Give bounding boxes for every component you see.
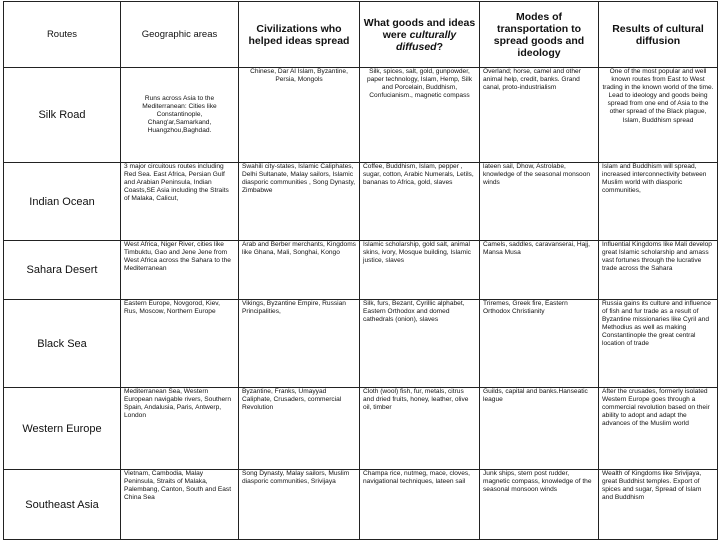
goods-cell: Cloth (wool) fish, fur, metals, citrus and dried fruits, honey, leather, olive oil, timber (360, 388, 480, 470)
route-silk-road: Silk Road (4, 68, 121, 163)
route-indian-ocean: Indian Ocean (4, 163, 121, 241)
results-cell: Islam and Buddhism will spread, increased interconnectivity between Muslim world with diasporic communities, (599, 163, 718, 241)
transport-cell: Guilds, capital and banks.Hanseatic league (480, 388, 599, 470)
route-sahara-desert: Sahara Desert (4, 241, 121, 300)
geographic-areas-cell: West Africa, Niger River, cities like Timbuktu, Gao and Jene Jene from West Africa across the Sahara to the Mediterranean (121, 241, 239, 300)
transport-cell: Triremes, Greek fire, Eastern Orthodox Christianity (480, 300, 599, 388)
goods-cell: Silk, furs, Bezant, Cyrillic alphabet, Eastern Orthodox and domed cathedrals (onion), slaves (360, 300, 480, 388)
geographic-areas-cell: Runs across Asia to the Mediterranean: Cities like Constantinople, Chang'ar,Samarkand, Huangzhou,Baghdad. (121, 68, 239, 163)
transport-cell: Junk ships, stern post rudder, magnetic compass, knowledge of the seasonal monsoon winds (480, 470, 599, 540)
transport-cell: lateen sail, Dhow, Astrolabe, knowledge of the seasonal monsoon winds (480, 163, 599, 241)
geographic-areas-cell: 3 major circuitous routes including Red Sea. East Africa, Persian Gulf and Arabian Peninsula, Indian Coasts,SE Asia including the Straits of Malaka, Calicut, (121, 163, 239, 241)
goods-cell: Champa rice, nutmeg, mace, cloves, navigational techniques, lateen sail (360, 470, 480, 540)
civilizations-cell: Byzantine, Franks, Umayyad Caliphate, Crusaders, commercial Revolution (239, 388, 360, 470)
header-geographic-areas: Geographic areas (121, 2, 239, 68)
header-goods-text: What goods and ideas were (363, 16, 476, 41)
header-civilizations: Civilizations who helped ideas spread (239, 2, 360, 68)
table-row (4, 388, 718, 470)
geographic-areas-cell: Eastern Europe, Novgorod, Kiev, Rus, Moscow, Northern Europe (121, 300, 239, 388)
route-southeast-asia: Southeast Asia (4, 470, 121, 540)
header-row (4, 2, 718, 68)
table-row (4, 68, 718, 163)
civilizations-cell: Arab and Berber merchants, Kingdoms like Ghana, Mali, Songhai, Kongo (239, 241, 360, 300)
civilizations-cell: Vikings, Byzantine Empire, Russian Principalities, (239, 300, 360, 388)
table-row (4, 470, 718, 540)
header-results: Results of cultural diffusion (599, 2, 718, 68)
geographic-areas-cell: Mediterranean Sea, Western European navigable rivers, Southern Spain, Andalusia, Paris, Antwerp, London (121, 388, 239, 470)
geographic-areas-cell: Vietnam, Cambodia, Malay Peninsula, Straits of Malaka, Palembang, Canton, South and East China Sea (121, 470, 239, 540)
goods-cell: Coffee, Buddhism, Islam, pepper , sugar, cotton, Arabic Numerals, Letils, bananas to Africa, gold, slaves (360, 163, 480, 241)
civilizations-cell: Swahili city-states, Islamic Caliphates, Delhi Sultanate, Malay sailors, Islamic diasporic communities , Song Dynasty, Zimbabwe (239, 163, 360, 241)
results-cell: One of the most popular and well known routes from East to West trading in the known world of the time. Lead to ideology and goods being spread from one end of Asia to the other spread of the Black plague, Islam, Buddhism spread (599, 68, 718, 163)
transport-cell: Camels, saddles, caravanserai, Hajj, Mansa Musa (480, 241, 599, 300)
route-black-sea: Black Sea (4, 300, 121, 388)
route-western-europe: Western Europe (4, 388, 121, 470)
table-row (4, 241, 718, 300)
table-row (4, 300, 718, 388)
header-goods-emphasis: culturally diffused (395, 28, 457, 53)
results-cell: Wealth of Kingdoms like Srivijaya, great Buddhist temples. Export of spices and sugar, Spread of Islam and Buddhism (599, 470, 718, 540)
header-goods-ideas (360, 2, 480, 68)
results-cell: Russia gains its culture and influence of fish and fur trade as a result of Byzantine missionaries like Cyril and Methodius as well as making Constantinople the great central location of trade (599, 300, 718, 388)
goods-cell: Islamic scholarship, gold salt, animal skins, ivory, Mosque building, Islamic justice, slaves (360, 241, 480, 300)
civilizations-cell: Chinese, Dar Al Islam, Byzantine, Persia, Mongols (239, 68, 360, 163)
results-cell: Influential Kingdoms like Mali develop great Islamic scholarship and amass vast fortunes through the lucrative trade across the Sahara (599, 241, 718, 300)
results-cell: After the crusades, formerly isolated Western Europe goes through a commercial revolution based on their ability to adopt and adapt the advances of the Muslim world (599, 388, 718, 470)
header-routes: Routes (4, 2, 121, 68)
transport-cell: Overland; horse, camel and other animal help, credit, banks. Grand canal, proto-industrialism (480, 68, 599, 163)
header-goods-qmark: ? (436, 40, 444, 53)
goods-cell: Silk, spices, salt, gold, gunpowder, paper technology, Islam, Hemp, Silk and Porcelain, Buddhism, Confucianism., magnetic compass (360, 68, 480, 163)
table-row (4, 163, 718, 241)
cultural-diffusion-table (3, 1, 718, 540)
header-transport-modes: Modes of transportation to spread goods and ideology (480, 2, 599, 68)
civilizations-cell: Song Dynasty, Malay sailors, Muslim diasporic communities, Srivijaya (239, 470, 360, 540)
